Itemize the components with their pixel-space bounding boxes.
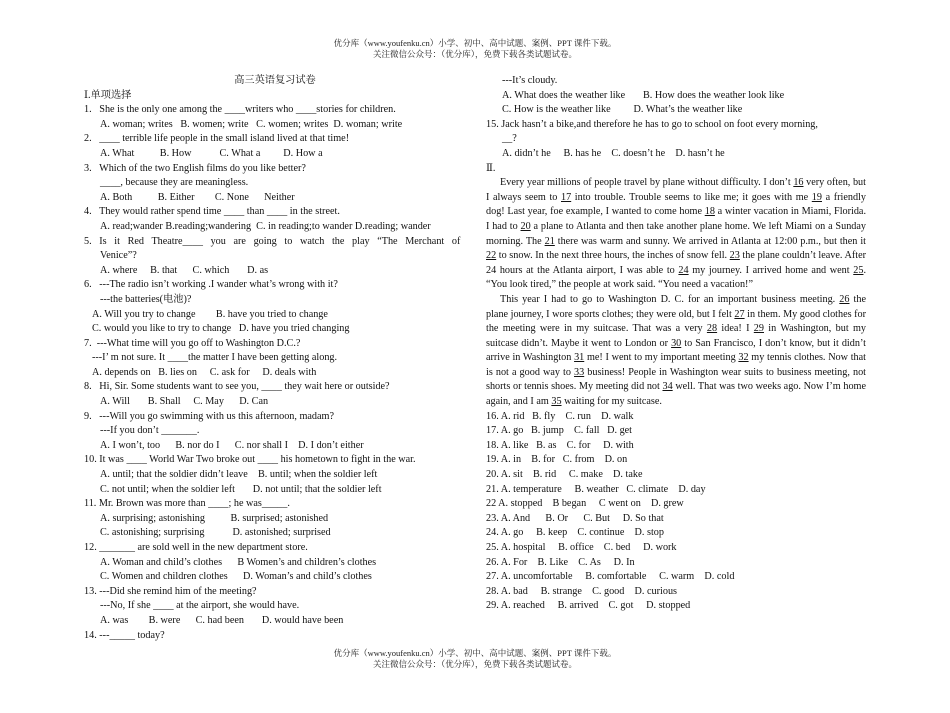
cloze-option-row: 23. A. And B. Or C. But D. So that [486, 512, 664, 524]
question-line: 1. She is the only one among the ____writers who ____stories for children. [84, 104, 396, 116]
page-header [0, 38, 950, 60]
passage-text: to San Francisco, I don’t know, but it didn’t arrive in Washington [486, 337, 866, 364]
question-line: ____, because they are meaningless. [100, 177, 249, 189]
question-line: Venice”? [100, 250, 137, 262]
question-line: 10. It was ____ World War Two broke out ____ his hometown to fight in the war. [84, 454, 416, 466]
passage-text: the plane couldn’t leave. After 24 hours at the Atlanta airport, I was able to [486, 250, 866, 276]
question-line: 7. ---What time will you go off to Washington D.C.? [84, 337, 301, 349]
question-line: A. Woman and child’s clothes B Women’s and children’s clothes [100, 556, 377, 568]
cloze-option-row: 26. A. For B. Like C. As D. In [486, 556, 635, 568]
question-line: A. depends on B. lies on C. ask for D. deals with [92, 366, 317, 378]
question-line: A. Will B. Shall C. May D. Can [100, 396, 269, 408]
cloze-blank-number: 28 [706, 323, 718, 335]
header-line-1: 优分库（www.youfenku.cn）小学、初中、高中试题、案例、PPT 课件下载。 [333, 38, 617, 48]
question-line: A. Will you try to change B. have you tried to change [92, 308, 328, 320]
passage-text: idea! I [717, 323, 754, 335]
passage-text: in them. My good clothes for the meeting were in my suitcase. That was a very [486, 308, 867, 335]
cloze-blank-number: 30 [671, 337, 682, 349]
question-line: __? [502, 133, 517, 145]
cloze-option-row: 16. A. rid B. fly C. run D. walk [486, 410, 634, 422]
passage-text: a winter vacation in Miami, Florida. I had to [486, 206, 866, 232]
cloze-blank-number: 21 [544, 235, 555, 247]
question-line: 15. Jack hasn’t a bike,and therefore he has to go to school on foot every morning, [486, 118, 818, 130]
cloze-blank-number: 22 [486, 250, 497, 262]
question-line: 2. ____ terrible life people in the small island lived at that time! [84, 133, 350, 145]
passage-text: into trouble. Trouble seems to like me; it goes with me [571, 191, 812, 203]
cloze-option-row: 21. A. temperature B. weather C. climate D. day [486, 483, 706, 495]
header-line-2: 关注微信公众号：（优分库），免费下载各类试题试卷。 [372, 49, 577, 59]
cloze-option-row: 20. A. sit B. rid C. make D. take [486, 469, 643, 481]
passage-text: my journey. I arrived home and went [688, 264, 854, 276]
cloze-option-row: 27. A. uncomfortable B. comfortable C. warm D. cold [486, 571, 735, 583]
cloze-passage-paragraph-1 [486, 176, 866, 293]
question-line: 12. _______ are sold well in the new department store. [84, 542, 308, 553]
question-line: 14. ---_____ today? [84, 629, 165, 641]
cloze-option-row: 17. A. go B. jump C. fall D. get [486, 425, 633, 437]
left-column [84, 74, 466, 643]
cloze-blank-number: 31 [574, 352, 585, 364]
section-heading-2: Ⅱ. [486, 162, 496, 174]
cloze-option-row: 18. A. like B. as C. for D. with [486, 439, 634, 451]
question-line: A. woman; writes B. women; write C. women; writes D. woman; write [100, 118, 403, 130]
passage-text: my tennis clothes. Now that is not a good way to [486, 352, 866, 378]
question-line: A. What does the weather like B. How does the weather look like [502, 89, 785, 101]
cloze-option-row: 24. A. go B. keep C. continue D. stop [486, 527, 664, 539]
footer-line-1: 优分库（www.youfenku.cn）小学、初中、高中试题、案例、PPT 课件下载。 [333, 648, 617, 658]
cloze-blank-number: 32 [738, 352, 749, 364]
question-line: A. I won’t, too B. nor do I C. nor shall I D. I don’t either [100, 439, 364, 451]
cloze-blank-number: 35 [551, 396, 562, 408]
question-line: A. read;wander B.reading;wandering C. in reading;to wander D.reading; wander [100, 220, 431, 232]
question-line: 9. ---Will you go swimming with us this afternoon, madam? [84, 410, 334, 422]
question-line: A. where B. that C. which D. as [100, 264, 269, 276]
question-line: A. surprising; astonishing B. surprised; astonished [100, 512, 329, 524]
page-footer [0, 648, 950, 670]
passage-text: . “You look tired,” the people at work said. “You need a vacation!” [486, 264, 866, 291]
question-list-left [84, 103, 466, 643]
cloze-blank-number: 18 [704, 206, 715, 218]
cloze-blank-number: 19 [811, 191, 822, 203]
passage-text: a plane to Atlanta and then take another plane home. We left Miami on a Sunday morning. The [486, 220, 866, 247]
passage-text: a friendly dog! Last year, foe example, I wanted to come home [486, 191, 866, 218]
cloze-blank-number: 16 [793, 177, 804, 189]
cloze-options-list [486, 410, 866, 614]
question-line: ---No, If she ____ at the airport, she would have. [100, 600, 300, 612]
cloze-blank-number: 29 [753, 323, 764, 335]
question-line: A. was B. were C. had been D. would have been [100, 614, 344, 626]
cloze-blank-number: 27 [734, 308, 745, 320]
passage-text: waiting for my suitcase. [561, 396, 662, 408]
exam-title: 高三英语复习试卷 [234, 75, 316, 86]
question-line: C. would you like to try to change D. have you tried changing [92, 323, 350, 335]
cloze-blank-number: 23 [729, 250, 740, 262]
question-line: C. astonishing; surprising D. astonished; surprised [100, 527, 331, 539]
cloze-passage-paragraph-2 [486, 293, 866, 410]
question-line: ---If you don’t _______. [100, 425, 200, 437]
section-heading-1: Ⅰ.单项选择 [84, 89, 132, 101]
question-line: A. didn’t he B. has he C. doesn’t he D. hasn’t he [502, 147, 725, 159]
question-line: 3. Which of the two English films do you like better? [84, 162, 306, 174]
passage-text: Every year millions of people travel by plane without difficulty. I don’t [500, 177, 794, 189]
cloze-blank-number: 24 [678, 264, 689, 276]
cloze-option-row: 22 A. stopped B began C went on D. grew [486, 498, 684, 510]
cloze-blank-number: 34 [662, 381, 673, 393]
cloze-option-row: 29. A. reached B. arrived C. got D. stopped [486, 600, 691, 612]
passage-text: very often, but I always seem to [486, 177, 866, 203]
question-line: 6. ---The radio isn’t working .I wander what’s wrong with it? [84, 279, 338, 291]
passage-text: well. That was two weeks ago. Now I’m home again, and I am [486, 381, 866, 408]
question-line: C. not until; when the soldier left D. not until; that the soldier left [100, 483, 382, 495]
passage-text: me! I went to my important meeting [584, 352, 739, 364]
passage-text: business! People in Washington wear suits to business meeting, not shorts or tennis shoes. My meeting did not [486, 366, 866, 393]
question-line: A. What B. How C. What a D. How a [100, 147, 323, 159]
passage-text: there was warm and sunny. We arrived in Atlanta at 12:00 p.m., but then it [554, 235, 866, 247]
cloze-option-row: 25. A. hospital B. office C. bed D. work [486, 542, 677, 553]
question-line: A. until; that the soldier didn’t leave B. until; when the soldier left [100, 469, 378, 481]
question-list-right [486, 74, 866, 162]
question-line: ---It’s cloudy. [502, 75, 558, 86]
cloze-option-row: 19. A. in B. for C. from D. on [486, 454, 628, 466]
question-line: ---I’ m not sure. It ____the matter I have been getting along. [92, 352, 338, 364]
cloze-blank-number: 26 [839, 293, 850, 305]
passage-text: in Washington, but my suitcase didn’t. Maybe it went to London or [486, 323, 866, 349]
passage-text: the plane journey, I wore sports clothes; they were old, but I felt [486, 293, 866, 320]
cloze-blank-number: 33 [574, 366, 585, 378]
cloze-option-row: 28. A. bad B. strange C. good D. curious [486, 585, 678, 597]
question-line: 4. They would rather spend time ____ than ____ in the street. [84, 206, 340, 218]
cloze-blank-number: 20 [520, 220, 531, 232]
question-line: ---the batteries(电池)? [100, 293, 192, 305]
question-line: C. How is the weather like D. What’s the weather like [502, 104, 743, 116]
question-line: 11. Mr. Brown was more than ____; he was_____. [84, 498, 290, 510]
cloze-blank-number: 25 [853, 264, 864, 276]
question-line: C. Women and children clothes D. Woman’s and child’s clothes [100, 571, 372, 583]
question-line: 13. ---Did she remind him of the meeting? [84, 585, 257, 597]
cloze-blank-number: 17 [561, 191, 572, 203]
right-column [486, 74, 866, 614]
question-line: 5. Is it Red Theatre____ you are going to watch the play “The Merchant of [84, 235, 461, 247]
question-line: 8. Hi, Sir. Some students want to see you, ____ they wait here or outside? [84, 381, 390, 393]
question-line: A. Both B. Either C. None Neither [100, 191, 295, 203]
passage-text: This year I had to go to Washington D. C. for an important business meeting. [500, 293, 840, 305]
passage-text: to snow. In the next three hours, the inches of snow fell. [496, 250, 730, 262]
footer-line-2: 关注微信公众号：（优分库），免费下载各类试题试卷。 [372, 659, 577, 669]
